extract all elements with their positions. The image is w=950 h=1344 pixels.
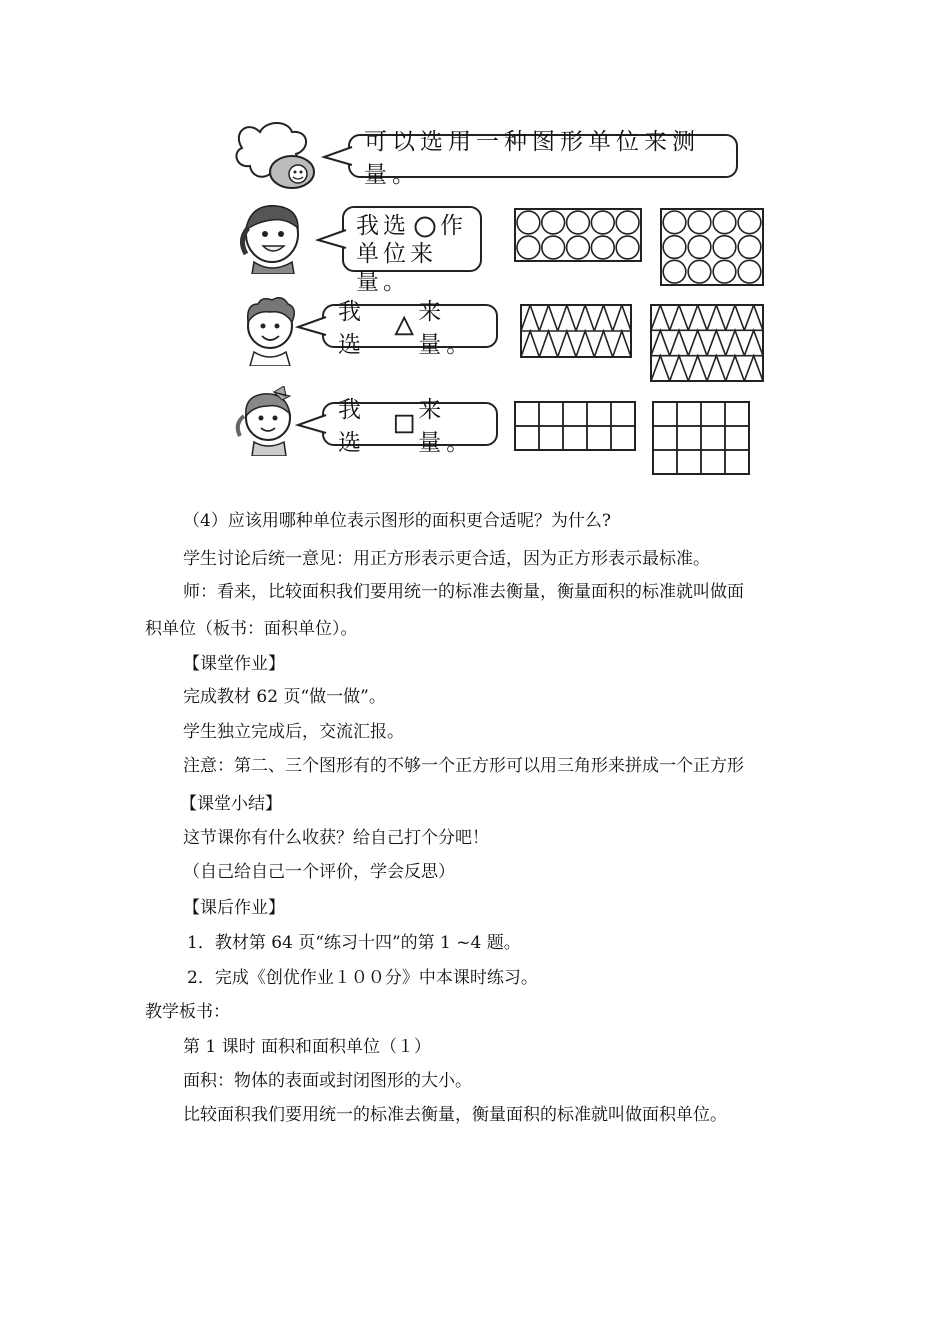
square-unit (701, 426, 725, 450)
heart-flower-icon (230, 122, 326, 192)
bubble-circle-text-line2: 单位来量。 (356, 241, 437, 295)
triangle-unit (688, 356, 707, 381)
triangle-unit (670, 330, 689, 355)
bubble-triangle-text-a: 我选 (338, 299, 366, 358)
square-unit (677, 450, 701, 474)
square-unit (563, 402, 587, 426)
triangle-unit (651, 330, 670, 355)
triangle-unit-icon (394, 315, 414, 337)
homework-heading: 【课后作业】 (183, 898, 285, 918)
circle-unit (713, 211, 736, 234)
circle-unit (688, 260, 711, 283)
triangle-unit (613, 331, 631, 357)
bubble-circle-text-a: 我选 (356, 213, 410, 239)
square-unit (515, 402, 539, 426)
note-text: 注意：第二、三个图形有的不够一个正方形可以用三角形来拼成一个正方形 (183, 756, 744, 776)
triangle-unit (651, 305, 670, 330)
board-item-3: 比较面积我们要用统一的标准去衡量，衡量面积的标准就叫做面积单位。 (183, 1105, 727, 1125)
triangle-unit (521, 331, 539, 357)
board-item-2: 面积：物体的表面或封闭图形的大小。 (183, 1071, 472, 1091)
square-grid-figure-2 (652, 401, 750, 475)
square-unit (725, 450, 749, 474)
speech-bubble-circle (342, 206, 482, 295)
summary-heading: 【课堂小结】 (180, 794, 282, 814)
triangle-unit (539, 331, 557, 357)
circle-unit (616, 236, 639, 259)
summary-item-2: （自己给自己一个评价，学会反思） (183, 862, 455, 882)
triangle-unit (539, 305, 557, 331)
circle-grid-figure-1 (514, 208, 642, 262)
board-item-1: 第 1 课时 面积和面积单位（１） (183, 1037, 432, 1057)
square-unit (539, 402, 563, 426)
triangle-unit (613, 305, 631, 331)
square-unit (653, 450, 677, 474)
classwork-item-2: 学生独立完成后，交流汇报。 (183, 722, 404, 742)
speech-bubble-intro (348, 129, 738, 188)
square-unit (653, 426, 677, 450)
square-unit (611, 426, 635, 450)
figure-border (661, 209, 763, 285)
square-unit (563, 426, 587, 450)
girl-ponytail-icon (236, 200, 314, 274)
question-4: （4）应该用哪种单位表示图形的面积更合适呢？为什么? (183, 511, 611, 531)
girl-bow-icon (234, 386, 304, 456)
circle-unit (616, 211, 639, 234)
square-unit (515, 426, 539, 450)
homework-item-2: 2．完成《创优作业１００分》中本课时练习。 (187, 968, 538, 988)
circle-unit (738, 211, 761, 234)
speech-bubble-triangle (322, 299, 498, 358)
square-unit (725, 402, 749, 426)
circle-unit (542, 236, 565, 259)
triangle-unit (521, 305, 539, 331)
homework-item-1: 1．教材第 64 页“练习十四”的第 1 ~4 题。 (187, 933, 521, 953)
circle-unit (567, 236, 590, 259)
triangle-unit (576, 331, 594, 357)
circle-unit (738, 236, 761, 259)
triangle-unit (726, 356, 745, 381)
circle-unit (738, 260, 761, 283)
square-unit (725, 426, 749, 450)
triangle-unit (670, 356, 689, 381)
discussion-text: 学生讨论后统一意见：用正方形表示更合适，因为正方形表示最标准。 (183, 549, 710, 569)
bubble-square-text-b: 来量。 (418, 397, 475, 456)
triangle-unit (707, 356, 726, 381)
triangle-unit (651, 356, 670, 381)
square-unit-icon (394, 413, 414, 435)
circle-unit (517, 236, 540, 259)
triangle-unit (558, 305, 576, 331)
classwork-heading: 【课堂作业】 (183, 654, 285, 674)
speech-bubble-square (322, 397, 498, 456)
triangle-unit (707, 305, 726, 330)
triangle-unit (576, 305, 594, 331)
square-unit (701, 450, 725, 474)
square-unit (701, 402, 725, 426)
square-unit (587, 402, 611, 426)
triangle-unit (744, 356, 763, 381)
teacher-text-line1: 师：看来，比较面积我们要用统一的标准去衡量，衡量面积的标准就叫做面 (183, 582, 744, 602)
circle-unit (663, 211, 686, 234)
bubble-square-text-a: 我选 (338, 397, 366, 456)
square-grid-figure-1 (514, 401, 636, 451)
circle-unit (663, 260, 686, 283)
triangle-unit (707, 330, 726, 355)
circle-unit-icon (414, 216, 436, 238)
bubble-triangle-text-b: 来量。 (418, 299, 475, 358)
square-unit (587, 426, 611, 450)
triangle-unit (726, 305, 745, 330)
triangle-unit (688, 305, 707, 330)
square-unit (653, 402, 677, 426)
circle-grid-figure-2 (660, 208, 764, 286)
circle-unit (663, 236, 686, 259)
square-unit (611, 402, 635, 426)
figure-border (651, 305, 763, 381)
circle-unit (713, 260, 736, 283)
square-unit (677, 402, 701, 426)
classwork-item-1: 完成教材 62 页“做一做”。 (183, 687, 386, 707)
triangle-unit (726, 330, 745, 355)
triangle-unit (558, 331, 576, 357)
bubble-circle-text-b: 作 (440, 213, 467, 239)
circle-unit (517, 211, 540, 234)
boy-curly-icon (238, 296, 302, 366)
triangle-unit (744, 330, 763, 355)
triangle-grid-figure-2 (650, 304, 764, 382)
circle-unit (688, 211, 711, 234)
triangle-unit (594, 331, 612, 357)
triangle-unit (670, 305, 689, 330)
triangle-unit (688, 330, 707, 355)
teacher-text-line2: 积单位（板书：面积单位）。 (145, 619, 358, 639)
figure-border (515, 209, 641, 261)
circle-unit (591, 211, 614, 234)
circle-unit (591, 236, 614, 259)
circle-unit (713, 236, 736, 259)
square-unit (677, 426, 701, 450)
board-heading: 教学板书： (145, 1002, 230, 1022)
triangle-unit (594, 305, 612, 331)
summary-item-1: 这节课你有什么收获？给自己打个分吧！ (183, 828, 489, 848)
circle-unit (688, 236, 711, 259)
bubble-intro-text: 可以选用一种图形单位来测量。 (364, 129, 700, 188)
circle-unit (542, 211, 565, 234)
triangle-unit (744, 305, 763, 330)
triangle-grid-figure-1 (520, 304, 632, 358)
square-unit (539, 426, 563, 450)
circle-unit (567, 211, 590, 234)
